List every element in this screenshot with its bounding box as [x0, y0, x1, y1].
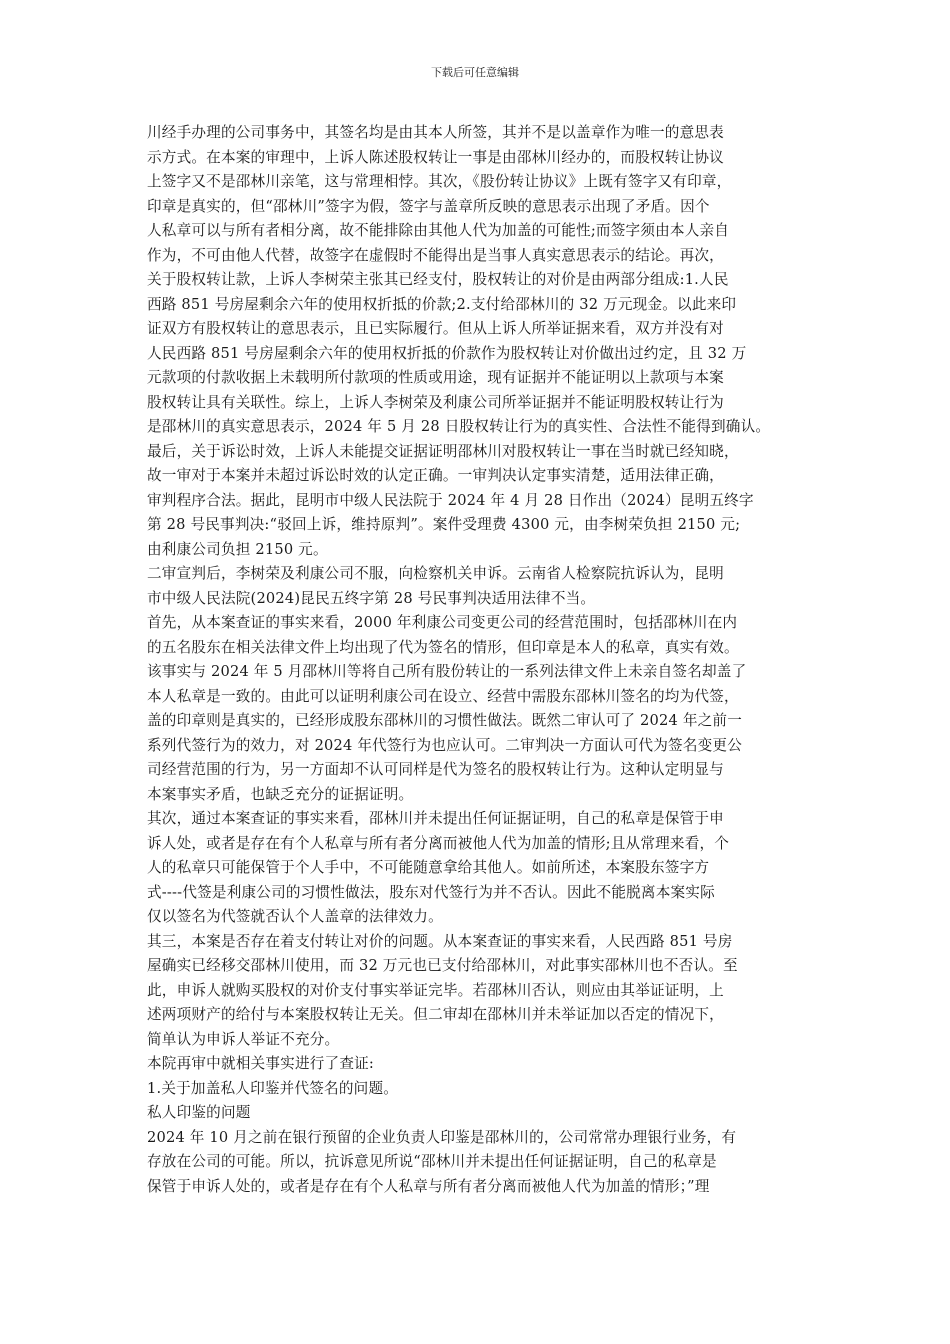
- text-line: 盖的印章则是真实的，已经形成股东邵林川的习惯性做法。既然二审认可了 2024 年之前一: [147, 712, 742, 729]
- text-line: 审判程序合法。据此，昆明市中级人民法院于 2024 年 4 月 28 日作出（2024）昆明五终字: [147, 491, 754, 509]
- text-line: 式----代签是利康公司的习惯性做法，股东对代签行为并不否认。因此不能脱离本案实际: [147, 883, 715, 901]
- text-line: 作为，不可由他人代替，故签字在虚假时不能得出是当事人真实意思表示的结论。再次，: [147, 246, 724, 264]
- text-line: 西路 851 号房屋剩余六年的使用权折抵的价款;2.支付给邵林川的 32 万元现金。以此来印: [147, 295, 737, 313]
- text-line: 私人印鉴的问题: [147, 1104, 251, 1121]
- text-line: 屋确实已经移交邵林川使用，而 32 万元也已支付给邵林川，对此事实邵林川也不否认。至: [147, 957, 738, 974]
- text-line: 证双方有股权转让的意思表示，且已实际履行。但从上诉人所举证据来看，双方并没有对: [147, 320, 724, 337]
- text-line: 简单认为申诉人举证不充分。: [147, 1030, 340, 1048]
- text-line: 首先，从本案查证的事实来看，2000 年利康公司变更公司的经营范围时，包括邵林川在内: [147, 614, 738, 631]
- text-line: 最后，关于诉讼时效，上诉人未能提交证据证明邵林川对股权转让一事在当时就已经知晓，: [147, 442, 739, 460]
- text-line: 本人私章是一致的。由此可以证明利康公司在设立、经营中需股东邵林川签名的均为代签，: [147, 687, 739, 705]
- text-line: 仅以签名为代签就否认个人盖章的法律效力。: [147, 908, 443, 925]
- text-line: 上签字又不是邵林川亲笔，这与常理相悖。其次，《股份转让协议》上既有签字又有印章，: [147, 173, 732, 190]
- text-line: 的五名股东在相关法律文件上均出现了代为签名的情形，但印章是本人的私章，真实有效。: [147, 638, 739, 656]
- text-line: 此，申诉人就购买股权的对价支付事实举证完毕。若邵林川否认，则应由其举证证明，上: [147, 981, 724, 999]
- text-line: 人的私章只可能保管于个人手中，不可能随意拿给其他人。如前所述，本案股东签字方: [147, 859, 710, 876]
- text-line: 第 28 号民事判决:“驳回上诉，维持原判”。案件受理费 4300 元，由李树荣负担 2150 元;: [147, 516, 741, 533]
- page-header: 下载后可任意编辑: [431, 66, 519, 79]
- text-line: 股权转让具有关联性。综上，上诉人李树荣及利康公司所举证据并不能证明股权转让行为: [147, 393, 724, 411]
- text-line: 1.关于加盖私人印鉴并代签名的问题。: [147, 1079, 399, 1097]
- text-line: 诉人处，或者是存在有个人私章与所有者分离而被他人代为加盖的情形;且从常理来看，个: [147, 834, 730, 852]
- text-line: 其次，通过本案查证的事实来看，邵林川并未提出任何证据证明，自己的私章是保管于申: [147, 810, 724, 827]
- text-line: 人民西路 851 号房屋剩余六年的使用权折抵的价款作为股权转让对价做出过约定，且 32 万: [147, 344, 747, 362]
- text-line: 由利康公司负担 2150 元。: [147, 540, 328, 558]
- text-line: 印章是真实的，但“邵林川”签字为假，签字与盖章所反映的意思表示出现了矛盾。因个: [147, 197, 710, 215]
- document-body: [147, 121, 823, 1199]
- text-line: 故一审对于本案并未超过诉讼时效的认定正确。一审判决认定事实清楚，适用法律正确，: [147, 467, 724, 484]
- text-line: 该事实与 2024 年 5 月邵林川等将自己所有股份转让的一系列法律文件上未亲自签名却盖了: [147, 663, 747, 680]
- text-line: 本院再审中就相关事实进行了查证:: [147, 1055, 375, 1072]
- text-line: 2024 年 10 月之前在银行预留的企业负责人印鉴是邵林川的，公司常常办理银行业务，有: [147, 1128, 737, 1146]
- text-line: 保管于申诉人处的，或者是存在有个人私章与所有者分离而被他人代为加盖的情形；”理: [147, 1177, 710, 1195]
- text-line: 司经营范围的行为，另一方面却不认可同样是代为签名的股权转让行为。这种认定明显与: [147, 761, 724, 778]
- text-line: 是邵林川的真实意思表示，2024 年 5 月 28 日股权转让行为的真实性、合法性不能得到确认。: [147, 418, 771, 435]
- text-line: 人私章可以与所有者相分离，故不能排除由其他人代为加盖的可能性;而签字须由本人亲自: [147, 222, 730, 239]
- text-line: 其三，本案是否存在着支付转让对价的问题。从本案查证的事实来看，人民西路 851 号房: [147, 932, 733, 950]
- text-line: 元款项的付款收据上未载明所付款项的性质或用途，现有证据并不能证明以上款项与本案: [147, 369, 724, 386]
- text-line: 本案事实矛盾，也缺乏充分的证据证明。: [147, 785, 414, 803]
- text-line: 系列代签行为的效力，对 2024 年代签行为也应认可。二审判决一方面认可代为签名变更公: [147, 736, 742, 754]
- text-line: 示方式。在本案的审理中，上诉人陈述股权转让一事是由邵林川经办的，而股权转让协议: [147, 148, 724, 166]
- text-line: 关于股权转让款，上诉人李树荣主张其已经支付，股权转让的对价是由两部分组成:1.人民: [147, 271, 729, 288]
- text-line: 川经手办理的公司事务中，其签名均是由其本人所签，其并不是以盖章作为唯一的意思表: [147, 124, 724, 141]
- text-line: 述两项财产的给付与本案股权转让无关。但二审却在邵林川并未举证加以否定的情况下，: [147, 1006, 724, 1023]
- text-line: 二审宣判后，李树荣及利康公司不服，向检察机关申诉。云南省人检察院抗诉认为，昆明: [147, 565, 724, 582]
- text-line: 存放在公司的可能。所以，抗诉意见所说“邵林川并未提出任何证据证明，自己的私章是: [147, 1153, 717, 1170]
- text-line: 市中级人民法院(2024)昆民五终字第 28 号民事判决适用法律不当。: [147, 589, 596, 607]
